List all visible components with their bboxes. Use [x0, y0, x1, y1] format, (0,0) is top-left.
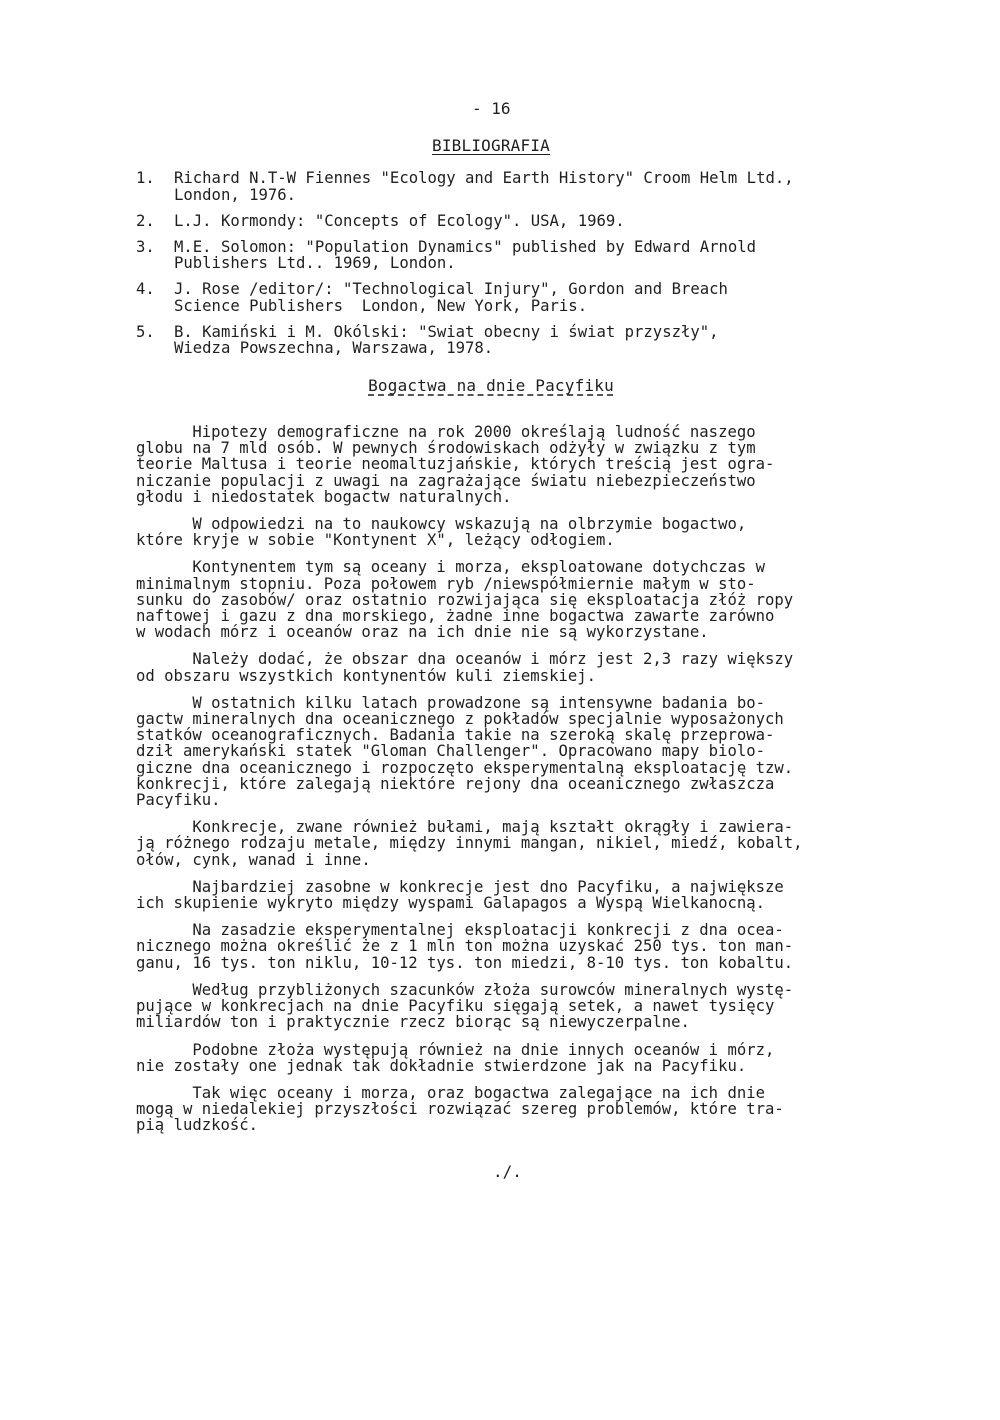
bibliography-item	[136, 324, 896, 357]
bibliography-item	[136, 281, 896, 314]
paragraph-line: Kontynentem tym są oceany i morza, eksploatowane dotychczas w	[136, 558, 766, 577]
bibliography-item	[136, 239, 896, 272]
paragraph	[136, 424, 896, 505]
bibliography-item-number: 4.	[136, 280, 155, 298]
paragraph-line: nie zostały one jednak tak dokładnie stwierdzone jak na Pacyfiku.	[136, 1056, 747, 1075]
paragraph-line: W odpowiedzi na to naukowcy wskazują na olbrzymie bogactwo,	[136, 515, 747, 534]
paragraph	[136, 516, 896, 548]
paragraph-line: konkrecji, które zalegają niektóre rejony dna oceanicznego zwłaszcza	[136, 774, 775, 793]
paragraph-line: ołów, cynk, wanad i inne.	[136, 850, 371, 869]
bibliography-item-line: London, 1976.	[174, 185, 297, 204]
paragraph-line: globu na 7 mld osób. W pewnych środowiskach odżyły w związku z tym	[136, 439, 756, 458]
bibliography-item	[136, 213, 896, 230]
continuation-mark: ./.	[493, 1162, 522, 1181]
bibliography-item-number: 3.	[136, 237, 155, 256]
paragraph-line: dził amerykański statek "Gloman Challenger". Opracowano mapy biolo-	[136, 742, 766, 761]
paragraph-line: mogą w niedalekiej przyszłości rozwiązać szereg problemów, które tra-	[136, 1100, 784, 1119]
paragraph-line: teorie Maltusa i teorie neomaltuzjańskie, których treścią jest ogra-	[136, 455, 775, 474]
paragraph-line: niczanie populacji z uwagi na zagrażające światu niebezpieczeństwo	[136, 471, 756, 490]
paragraph	[136, 559, 896, 640]
paragraph	[136, 1085, 896, 1134]
paragraph-line: Konkrecje, zwane również bułami, mają kształt okrągły i zawiera-	[136, 818, 794, 837]
paragraph-line: Najbardziej zasobne w konkrecje jest dno Pacyfiku, a największe	[136, 877, 784, 896]
bibliography-item-number: 1.	[136, 169, 155, 187]
section-body	[136, 424, 896, 1145]
bibliography-item-line: Publishers Ltd.. 1969, London.	[174, 254, 456, 272]
page-number: - 16	[472, 99, 511, 118]
bibliography-item-line: L.J. Kormondy: "Concepts of Ecology". USA, 1969.	[174, 211, 625, 230]
paragraph-line: ją różnego rodzaju metale, między innymi mangan, nikiel, miedź, kobalt,	[136, 834, 803, 853]
paragraph-line: gactw mineralnych dna oceanicznego z pokładów specjalnie wyposażonych	[136, 710, 784, 729]
bibliography-item-number: 5.	[136, 322, 155, 341]
paragraph-line: pią ludzkość.	[136, 1116, 259, 1135]
paragraph-line: sunku do zasobów/ oraz ostatnio rozwijająca się eksploatacja złóż ropy	[136, 590, 794, 609]
paragraph-line: pujące w konkrecjach na dnie Pacyfiku sięgają setek, a nawet tysięcy	[136, 997, 775, 1016]
paragraph-line: W ostatnich kilku latach prowadzone są intensywne badania bo-	[136, 693, 766, 712]
paragraph-line: Pacyfiku.	[136, 791, 221, 810]
paragraph-line: Według przybliżonych szacunków złoża surowców mineralnych wystę-	[136, 980, 794, 999]
bibliography-item-line: Wiedza Powszechna, Warszawa, 1978.	[174, 339, 494, 357]
paragraph-line: statków oceanograficznych. Badania takie na szeroką skalę przeprowa-	[136, 726, 775, 745]
bibliography-item-line: M.E. Solomon: "Population Dynamics" published by Edward Arnold	[174, 237, 757, 256]
bibliography-item-line: B. Kamiński i M. Okólski: "Swiat obecny i świat przyszły",	[174, 322, 719, 341]
paragraph-line: Podobne złoża występują również na dnie innych oceanów i mórz,	[136, 1040, 775, 1059]
paragraph	[136, 695, 896, 808]
paragraph	[136, 922, 896, 971]
paragraph	[136, 982, 896, 1031]
paragraph-line: naftowej i gazu z dna morskiego, żadne inne bogactwa zawarte zarówno	[136, 607, 775, 626]
bibliography-list	[136, 170, 896, 366]
paragraph	[136, 651, 896, 683]
paragraph-line: głodu i niedostatek bogactw naturalnych.	[136, 487, 512, 506]
bibliography-item-line: Richard N.T-W Fiennes "Ecology and Earth History" Croom Helm Ltd.,	[174, 169, 794, 187]
paragraph-line: minimalnym stopniu. Poza połowem ryb /niewspółmiernie małym w sto-	[136, 574, 756, 593]
paragraph-line: ich skupienie wykryto między wyspami Galapagos a Wyspą Wielkanocną.	[136, 894, 766, 913]
paragraph-line: nicznego można określić że z 1 mln ton można uzyskać 250 tys. ton man-	[136, 937, 794, 956]
bibliography-item-line: Science Publishers London, New York, Paris.	[174, 296, 588, 315]
paragraph-line: miliardów ton i praktycznie rzecz biorąc są niewyczerpalne.	[136, 1013, 690, 1032]
section-heading: Bogactwa na dnie Pacyfiku	[368, 376, 614, 395]
paragraph-line: Należy dodać, że obszar dna oceanów i mórz jest 2,3 razy większy	[136, 650, 794, 669]
paragraph	[136, 819, 896, 868]
paragraph-line: ganu, 16 tys. ton niklu, 10-12 tys. ton miedzi, 8-10 tys. ton kobaltu.	[136, 953, 794, 972]
paragraph	[136, 879, 896, 911]
paragraph-line: w wodach mórz i oceanów oraz na ich dnie nie są wykorzystane.	[136, 623, 709, 642]
bibliography-item	[136, 170, 896, 203]
paragraph-line: Hipotezy demograficzne na rok 2000 określają ludność naszego	[136, 423, 756, 441]
paragraph-line: Tak więc oceany i morza, oraz bogactwa zalegające na ich dnie	[136, 1083, 766, 1102]
paragraph-line: które kryje w sobie "Kontynent X", leżący odłogiem.	[136, 531, 615, 550]
bibliography-item-line: J. Rose /editor/: "Technological Injury", Gordon and Breach	[174, 280, 728, 298]
bibliography-heading: BIBLIOGRAFIA	[432, 136, 550, 155]
paragraph-line: Na zasadzie eksperymentalnej eksploatacji konkrecji z dna ocea-	[136, 921, 784, 940]
paragraph	[136, 1042, 896, 1074]
paragraph-line: od obszaru wszystkich kontynentów kuli ziemskiej.	[136, 666, 597, 685]
bibliography-item-number: 2.	[136, 211, 155, 230]
paragraph-line: giczne dna oceanicznego i rozpoczęto eksperymentalną eksploatację tzw.	[136, 758, 794, 777]
